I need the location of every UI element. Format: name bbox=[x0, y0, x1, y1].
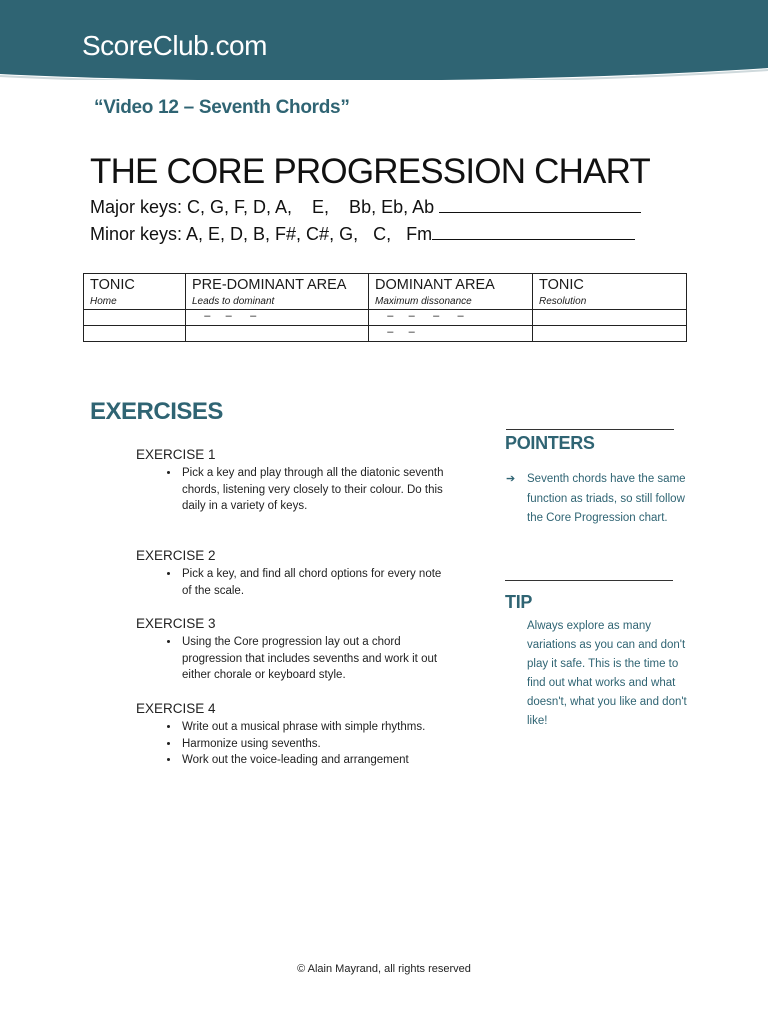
column-subheading: Resolution bbox=[539, 296, 587, 307]
list-item: • Write out a musical phrase with simple rhythms. bbox=[180, 719, 446, 736]
column-subheading: Maximum dissonance bbox=[375, 296, 472, 307]
list-item: • Work out the voice-leading and arrangement bbox=[180, 752, 446, 769]
pointers-heading: POINTERS bbox=[505, 433, 595, 453]
list-item: • Pick a key, and find all chord options for every note of the scale. bbox=[180, 566, 446, 599]
core-progression-table bbox=[83, 273, 687, 342]
header-banner bbox=[0, 0, 768, 80]
table-header-cell bbox=[533, 274, 687, 310]
footer-copyright: © Alain Mayrand, all rights reserved bbox=[297, 963, 471, 975]
exercise-list bbox=[136, 566, 446, 599]
list-item: • Harmonize using sevenths. bbox=[180, 736, 446, 753]
divider bbox=[506, 429, 674, 430]
minor-keys-text: Minor keys: A, E, D, B, F#, C#, G, C, Fm bbox=[90, 224, 433, 244]
pointer-item bbox=[506, 470, 686, 529]
brand-logo-text[interactable]: ScoreClub.com bbox=[82, 30, 267, 61]
table-cell bbox=[533, 326, 687, 342]
table-row bbox=[84, 326, 687, 342]
table-cell: – – – bbox=[186, 310, 369, 326]
exercise-block bbox=[136, 700, 446, 769]
exercises-heading: EXERCISES bbox=[90, 398, 223, 425]
exercise-label: EXERCISE 1 bbox=[136, 447, 216, 462]
document-title: THE CORE PROGRESSION CHART bbox=[90, 152, 651, 191]
table-header-cell bbox=[369, 274, 533, 310]
table-cell bbox=[84, 326, 186, 342]
minor-keys-line bbox=[90, 224, 635, 245]
table-header-row bbox=[84, 274, 687, 310]
column-heading: PRE-DOMINANT AREA bbox=[192, 277, 347, 293]
exercise-label: EXERCISE 2 bbox=[136, 548, 216, 563]
exercise-list bbox=[136, 634, 446, 684]
table-row bbox=[84, 310, 687, 326]
list-item: • Pick a key and play through all the diatonic seventh chords, listening very closely to their colour. Do this daily in a variety of keys. bbox=[180, 465, 446, 515]
exercise-block bbox=[136, 547, 446, 599]
table-cell bbox=[533, 310, 687, 326]
column-subheading: Home bbox=[90, 296, 117, 307]
minor-keys-blank bbox=[432, 225, 635, 240]
right-arrow-icon: ➔ bbox=[506, 473, 516, 485]
tip-text: Always explore as many variations as you can and don't play it safe. This is the time to find out what works and what doesn't, what you like and don't like! bbox=[527, 620, 687, 727]
table-cell bbox=[186, 326, 369, 342]
list-item: • Using the Core progression lay out a chord progression that includes sevenths and work it out either chorale or keyboard style. bbox=[180, 634, 446, 684]
table-cell: – – – – bbox=[369, 310, 533, 326]
pointer-text: Seventh chords have the same function as triads, so still follow the Core Progression chart. bbox=[527, 473, 686, 524]
exercise-label: EXERCISE 3 bbox=[136, 616, 216, 631]
exercise-list bbox=[136, 719, 446, 769]
major-keys-text: Major keys: C, G, F, D, A, E, Bb, Eb, Ab bbox=[90, 197, 440, 217]
exercise-list bbox=[136, 465, 446, 515]
column-heading: TONIC bbox=[539, 277, 584, 293]
major-keys-blank bbox=[439, 198, 641, 213]
divider bbox=[505, 580, 673, 581]
column-subheading: Leads to dominant bbox=[192, 296, 275, 307]
exercise-block bbox=[136, 615, 446, 684]
major-keys-line bbox=[90, 197, 641, 218]
table-cell: – – bbox=[369, 326, 533, 342]
tip-heading: TIP bbox=[505, 592, 533, 612]
video-title: “Video 12 – Seventh Chords” bbox=[94, 97, 350, 118]
header-wave-decoration bbox=[0, 62, 768, 80]
table-header-cell bbox=[186, 274, 369, 310]
column-heading: DOMINANT AREA bbox=[375, 277, 495, 293]
exercise-label: EXERCISE 4 bbox=[136, 701, 216, 716]
table-header-cell bbox=[84, 274, 186, 310]
exercise-block bbox=[136, 446, 446, 515]
column-heading: TONIC bbox=[90, 277, 135, 293]
table-cell bbox=[84, 310, 186, 326]
